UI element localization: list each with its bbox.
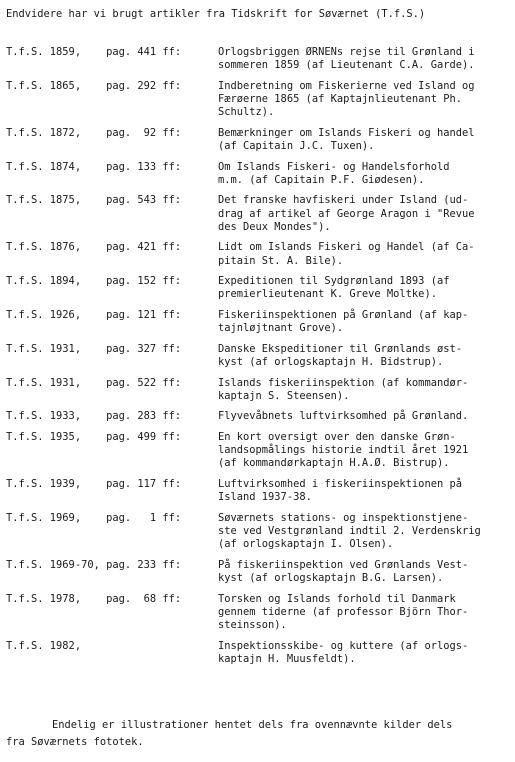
reference-source: T.f.S. 1978, pag. 68 ff: — [6, 592, 182, 605]
reference-entry — [6, 593, 511, 633]
reference-entry — [6, 309, 511, 335]
reference-entry — [6, 559, 511, 585]
intro-text: Endvidere har vi brugt artikler fra Tidskrift for Søværnet (T.f.S.) — [6, 8, 426, 20]
reference-title: På fiskeriinspektion ved Grønlands Vest- kyst (af orlogskaptajn B.G. Larsen). — [218, 558, 469, 584]
reference-entry — [6, 512, 511, 552]
reference-title: Luftvirksomhed i fiskeriinspektionen på Island 1937-38. — [218, 477, 462, 504]
reference-source: T.f.S. 1969, pag. 1 ff: — [6, 511, 182, 524]
reference-title: Det franske havfiskeri under Island (ud- drag af artikel af George Aragon i "Revue des Deux Mondes"). — [218, 194, 475, 233]
reference-source: T.f.S. 1876, pag. 421 ff: — [6, 241, 182, 254]
reference-source: T.f.S. 1872, pag. 92 ff: — [6, 126, 182, 139]
reference-entry — [6, 410, 511, 423]
closing-paragraph — [6, 717, 511, 750]
reference-title: Expeditionen til Sydgrønland 1893 (af premierlieutenant K. Greve Moltke). — [218, 275, 450, 301]
reference-title: Danske Ekspeditioner til Grønlands øst- kyst (af orlogskaptajn H. Bidstrup). — [218, 342, 462, 368]
reference-source: T.f.S. 1859, pag. 441 ff: — [6, 46, 182, 58]
reference-entry — [6, 241, 511, 267]
reference-source: T.f.S. 1969-70, pag. 233 ff: — [6, 558, 182, 571]
reference-list — [6, 46, 511, 673]
reference-source: T.f.S. 1931, pag. 327 ff: — [6, 342, 182, 355]
reference-title: Inspektionsskibe- og kuttere (af orlogs- kaptajn H. Muusfeldt). — [218, 639, 469, 665]
reference-entry — [6, 127, 511, 153]
reference-entry — [6, 431, 511, 471]
reference-entry — [6, 194, 511, 234]
reference-title: Fiskeriinspektionen på Grønland (af kap- tajnløjtnant Grove). — [218, 308, 469, 335]
reference-title: Islands fiskeriinspektion (af kommandør- kaptajn S. Steensen). — [218, 376, 469, 402]
reference-title: Torsken og Islands forhold til Danmark gennem tiderne (af professor Björn Thor- steinsson). — [218, 592, 469, 631]
reference-source: T.f.S. 1939, pag. 117 ff: — [6, 477, 182, 490]
reference-source: T.f.S. 1926, pag. 121 ff: — [6, 308, 182, 321]
reference-title: Bemærkninger om Islands Fiskeri og handel (af Capitain J.C. Tuxen). — [218, 126, 475, 152]
reference-source: T.f.S. 1931, pag. 522 ff: — [6, 376, 182, 389]
reference-title: Lidt om Islands Fiskeri og Handel (af Ca- pitain St. A. Bile). — [218, 241, 475, 267]
reference-title: En kort oversigt over den danske Grøn- landsopmålings historie indtil året 1921 (af kommandørkaptajn H.A.Ø. Bistrup). — [218, 430, 469, 470]
reference-entry — [6, 478, 511, 504]
reference-title: Orlogsbriggen ØRNENs rejse til Grønland i sommeren 1859 (af Lieutenant C.A. Garde). — [218, 46, 475, 72]
reference-source: T.f.S. 1894, pag. 152 ff: — [6, 275, 182, 288]
reference-entry — [6, 46, 511, 72]
reference-source: T.f.S. 1982, — [6, 639, 82, 652]
reference-title: Flyvevåbnets luftvirksomhed på Grønland. — [218, 410, 469, 423]
reference-source: T.f.S. 1935, pag. 499 ff: — [6, 430, 182, 443]
reference-source: T.f.S. 1933, pag. 283 ff: — [6, 410, 182, 423]
reference-entry — [6, 275, 511, 301]
reference-title: Søværnets stations- og inspektionstjene- ste ved Vestgrønland indtil 2. Verdenskrig (af orlogskaptajn I. Olsen). — [218, 511, 481, 551]
reference-entry — [6, 377, 511, 403]
reference-source: T.f.S. 1865, pag. 292 ff: — [6, 79, 182, 92]
reference-title: Indberetning om Fiskerierne ved Island og Færøerne 1865 (af Kaptajnlieutenant Ph. Schultz). — [218, 79, 475, 119]
reference-entry — [6, 80, 511, 120]
reference-source: T.f.S. 1875, pag. 543 ff: — [6, 194, 182, 207]
reference-entry — [6, 161, 511, 187]
closing-text: Endelig er illustrationer hentet dels fra ovennævnte kilder dels fra Søværnets fototek. — [6, 719, 453, 748]
reference-source: T.f.S. 1874, pag. 133 ff: — [6, 160, 182, 173]
reference-entry — [6, 343, 511, 369]
reference-entry — [6, 640, 511, 666]
reference-title: Om Islands Fiskeri- og Handelsforhold m.m. (af Capitain P.F. Giødesen). — [218, 160, 450, 186]
